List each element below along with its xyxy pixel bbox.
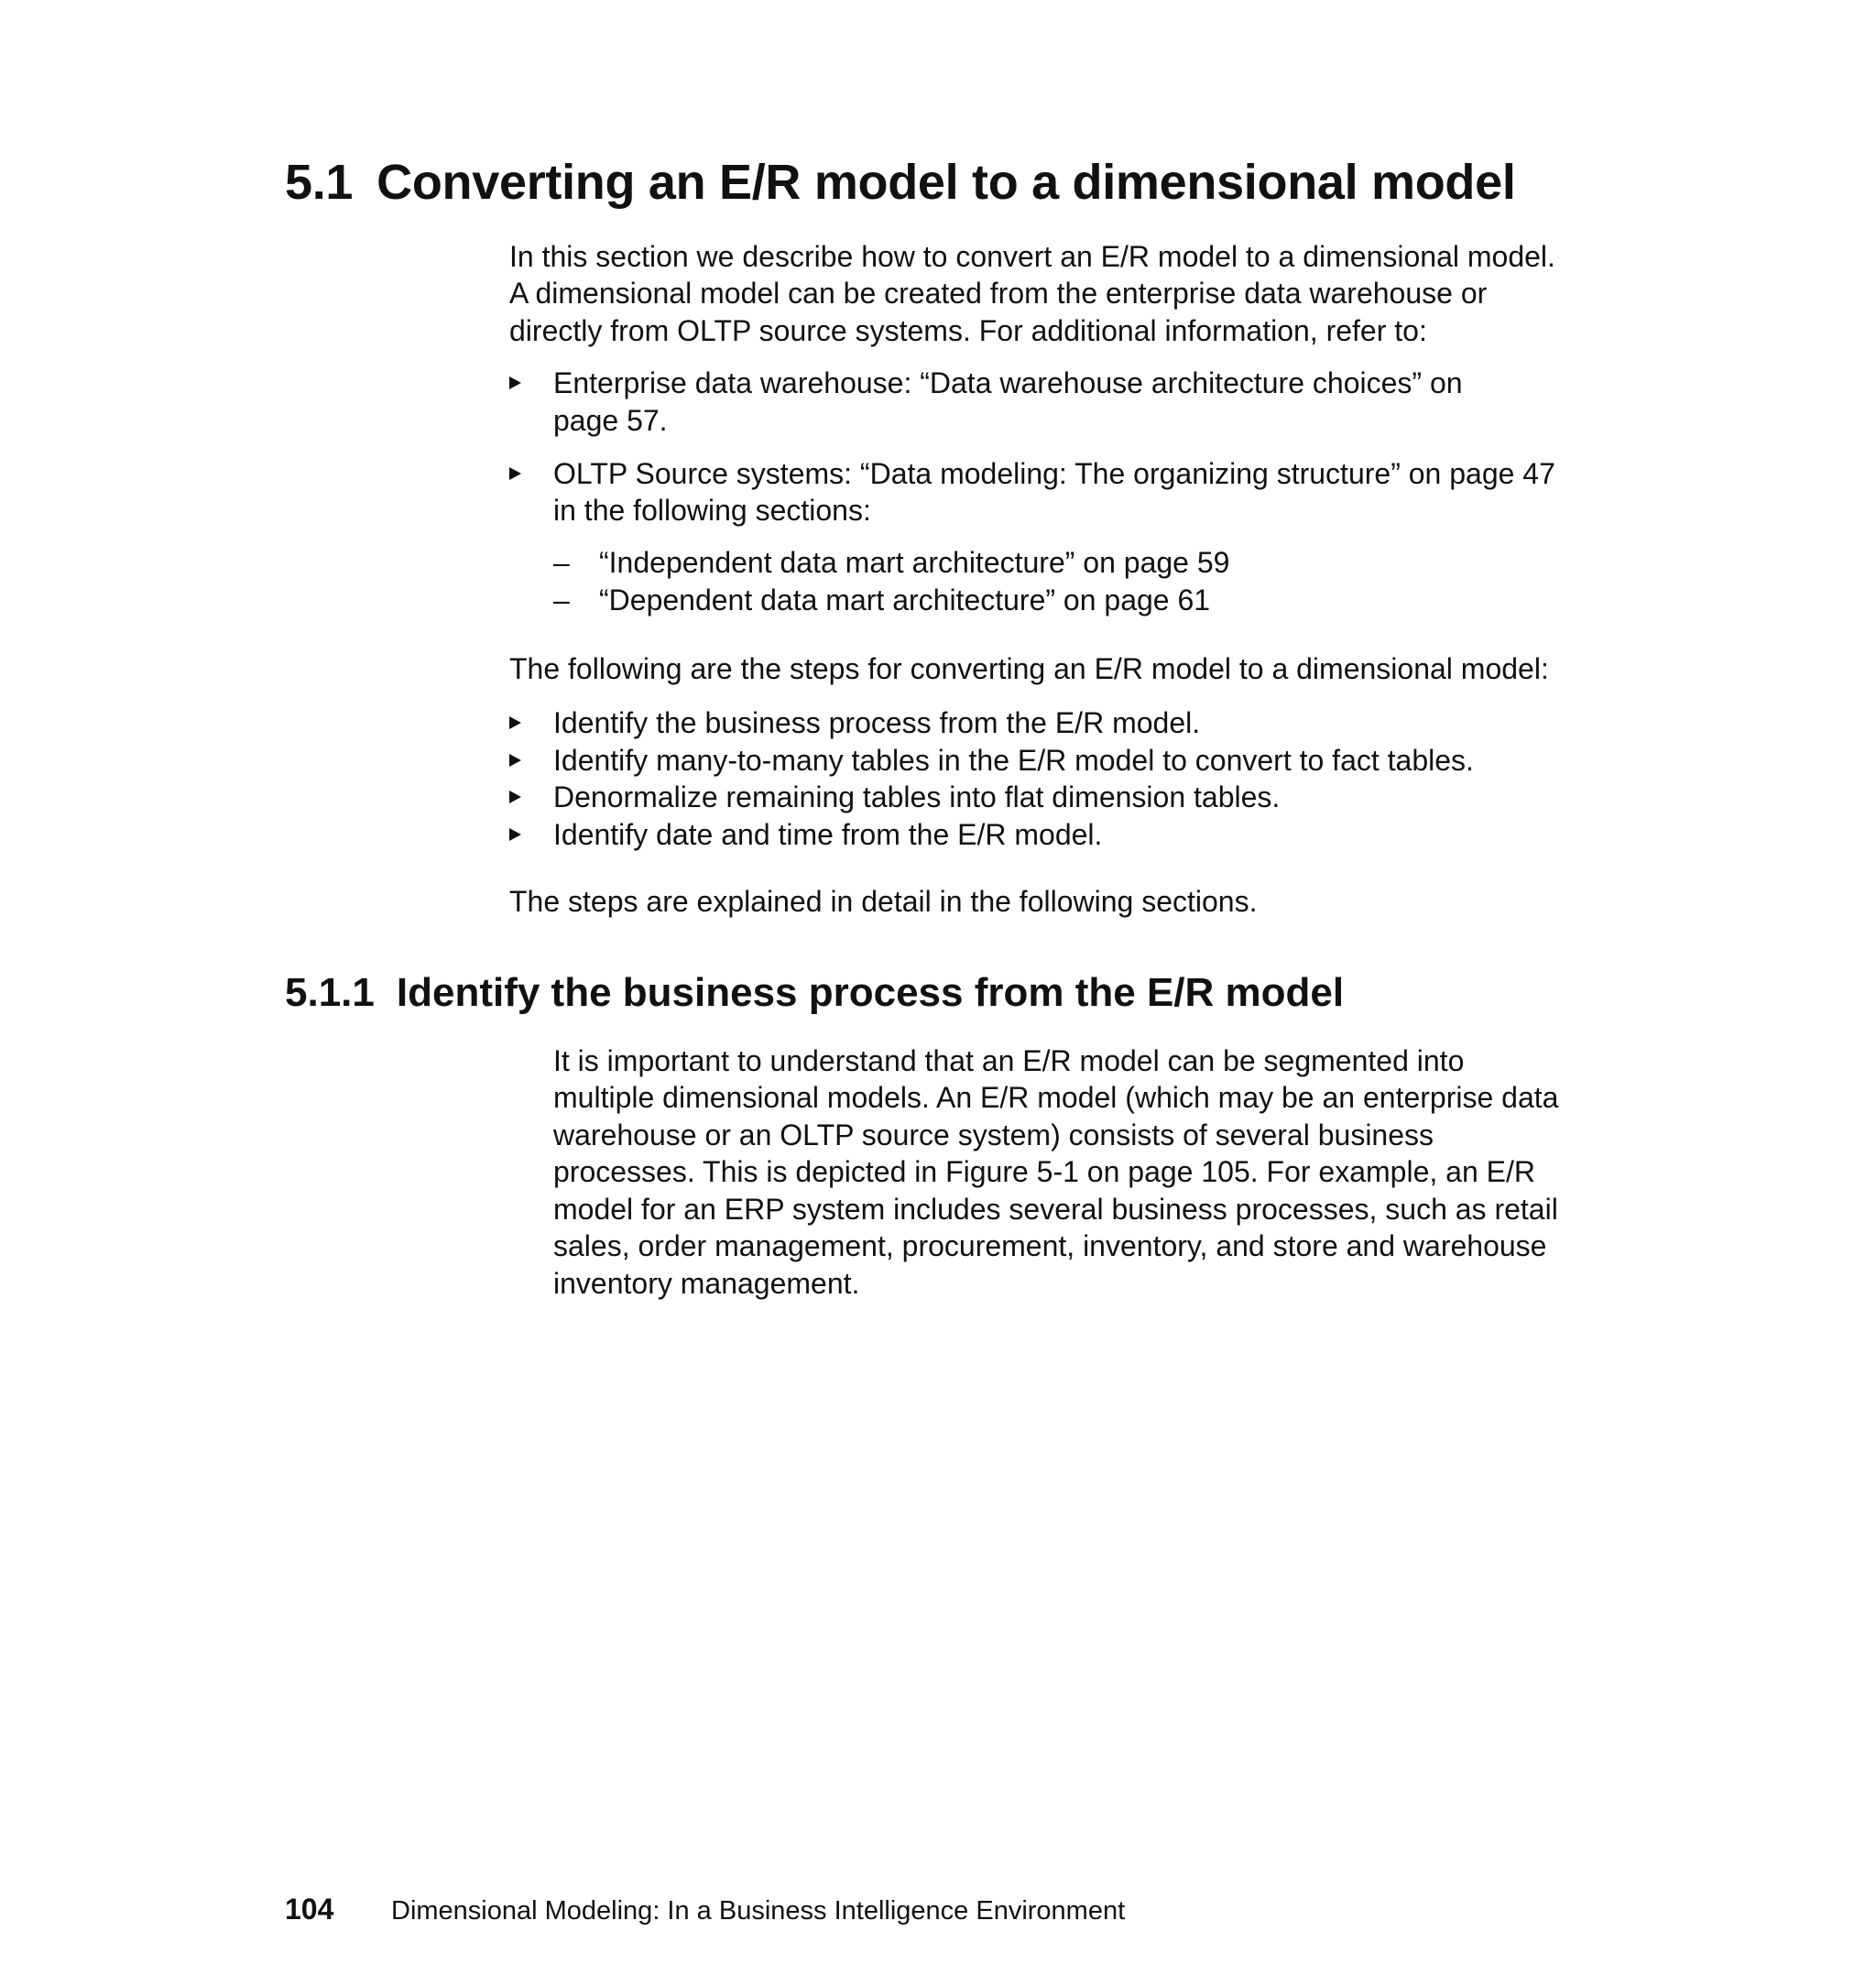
paragraph-line: model for an ERP system includes several business processes, such as retail [553,1193,1558,1226]
bullet-arrow-icon [509,791,521,803]
bullet-arrow-icon [509,467,521,480]
section-heading [285,150,1516,214]
intro-line: A dimensional model can be created from the enterprise data warehouse or [509,277,1488,310]
step-item: Identify date and time from the E/R model. [553,818,1103,851]
paragraph-line: multiple dimensional models. An E/R model (which may be an enterprise data [553,1081,1559,1114]
section-number: 5.1 [285,155,354,210]
reference-item-line: in the following sections: [553,494,871,527]
subsection-number: 5.1.1 [285,970,375,1015]
intro-line: directly from OLTP source systems. For additional information, refer to: [509,314,1427,347]
section-title: Converting an E/R model to a dimensional model [376,155,1516,210]
reference-subitem: “Dependent data mart architecture” on page 61 [599,584,1211,617]
dash-bullet: – [553,584,570,617]
paragraph-line: warehouse or an OLTP source system) consists of several business [553,1118,1434,1151]
intro-line: In this section we describe how to convert an E/R model to a dimensional model. [509,240,1555,273]
subsection-title: Identify the business process from the E/R model [396,970,1345,1015]
bullet-arrow-icon [509,716,521,729]
reference-item-line: Enterprise data warehouse: “Data warehouse architecture choices” on [553,366,1463,399]
dash-bullet: – [553,546,570,579]
page-number: 104 [285,1893,334,1926]
bullet-arrow-icon [509,754,521,767]
step-item: Identify many-to-many tables in the E/R model to convert to fact tables. [553,744,1474,777]
paragraph-line: processes. This is depicted in Figure 5-1 on page 105. For example, an E/R [553,1155,1535,1188]
step-item: Denormalize remaining tables into flat dimension tables. [553,780,1281,813]
reference-item-line: page 57. [553,404,668,437]
paragraph-line: inventory management. [553,1267,860,1300]
bullet-arrow-icon [509,828,521,841]
paragraph-line: sales, order management, procurement, inventory, and store and warehouse [553,1229,1547,1262]
paragraph-line: It is important to understand that an E/R model can be segmented into [553,1044,1465,1077]
step-item: Identify the business process from the E/R model. [553,706,1201,739]
book-title: Dimensional Modeling: In a Business Intelligence Environment [391,1896,1126,1926]
reference-item-line: OLTP Source systems: “Data modeling: The organizing structure” on page 47 [553,457,1555,490]
steps-intro: The following are the steps for converting an E/R model to a dimensional model: [509,652,1549,685]
subsection-heading [285,967,1344,1019]
steps-outro: The steps are explained in detail in the following sections. [509,885,1258,918]
reference-subitem: “Independent data mart architecture” on page 59 [599,546,1230,579]
bullet-arrow-icon [509,376,521,389]
